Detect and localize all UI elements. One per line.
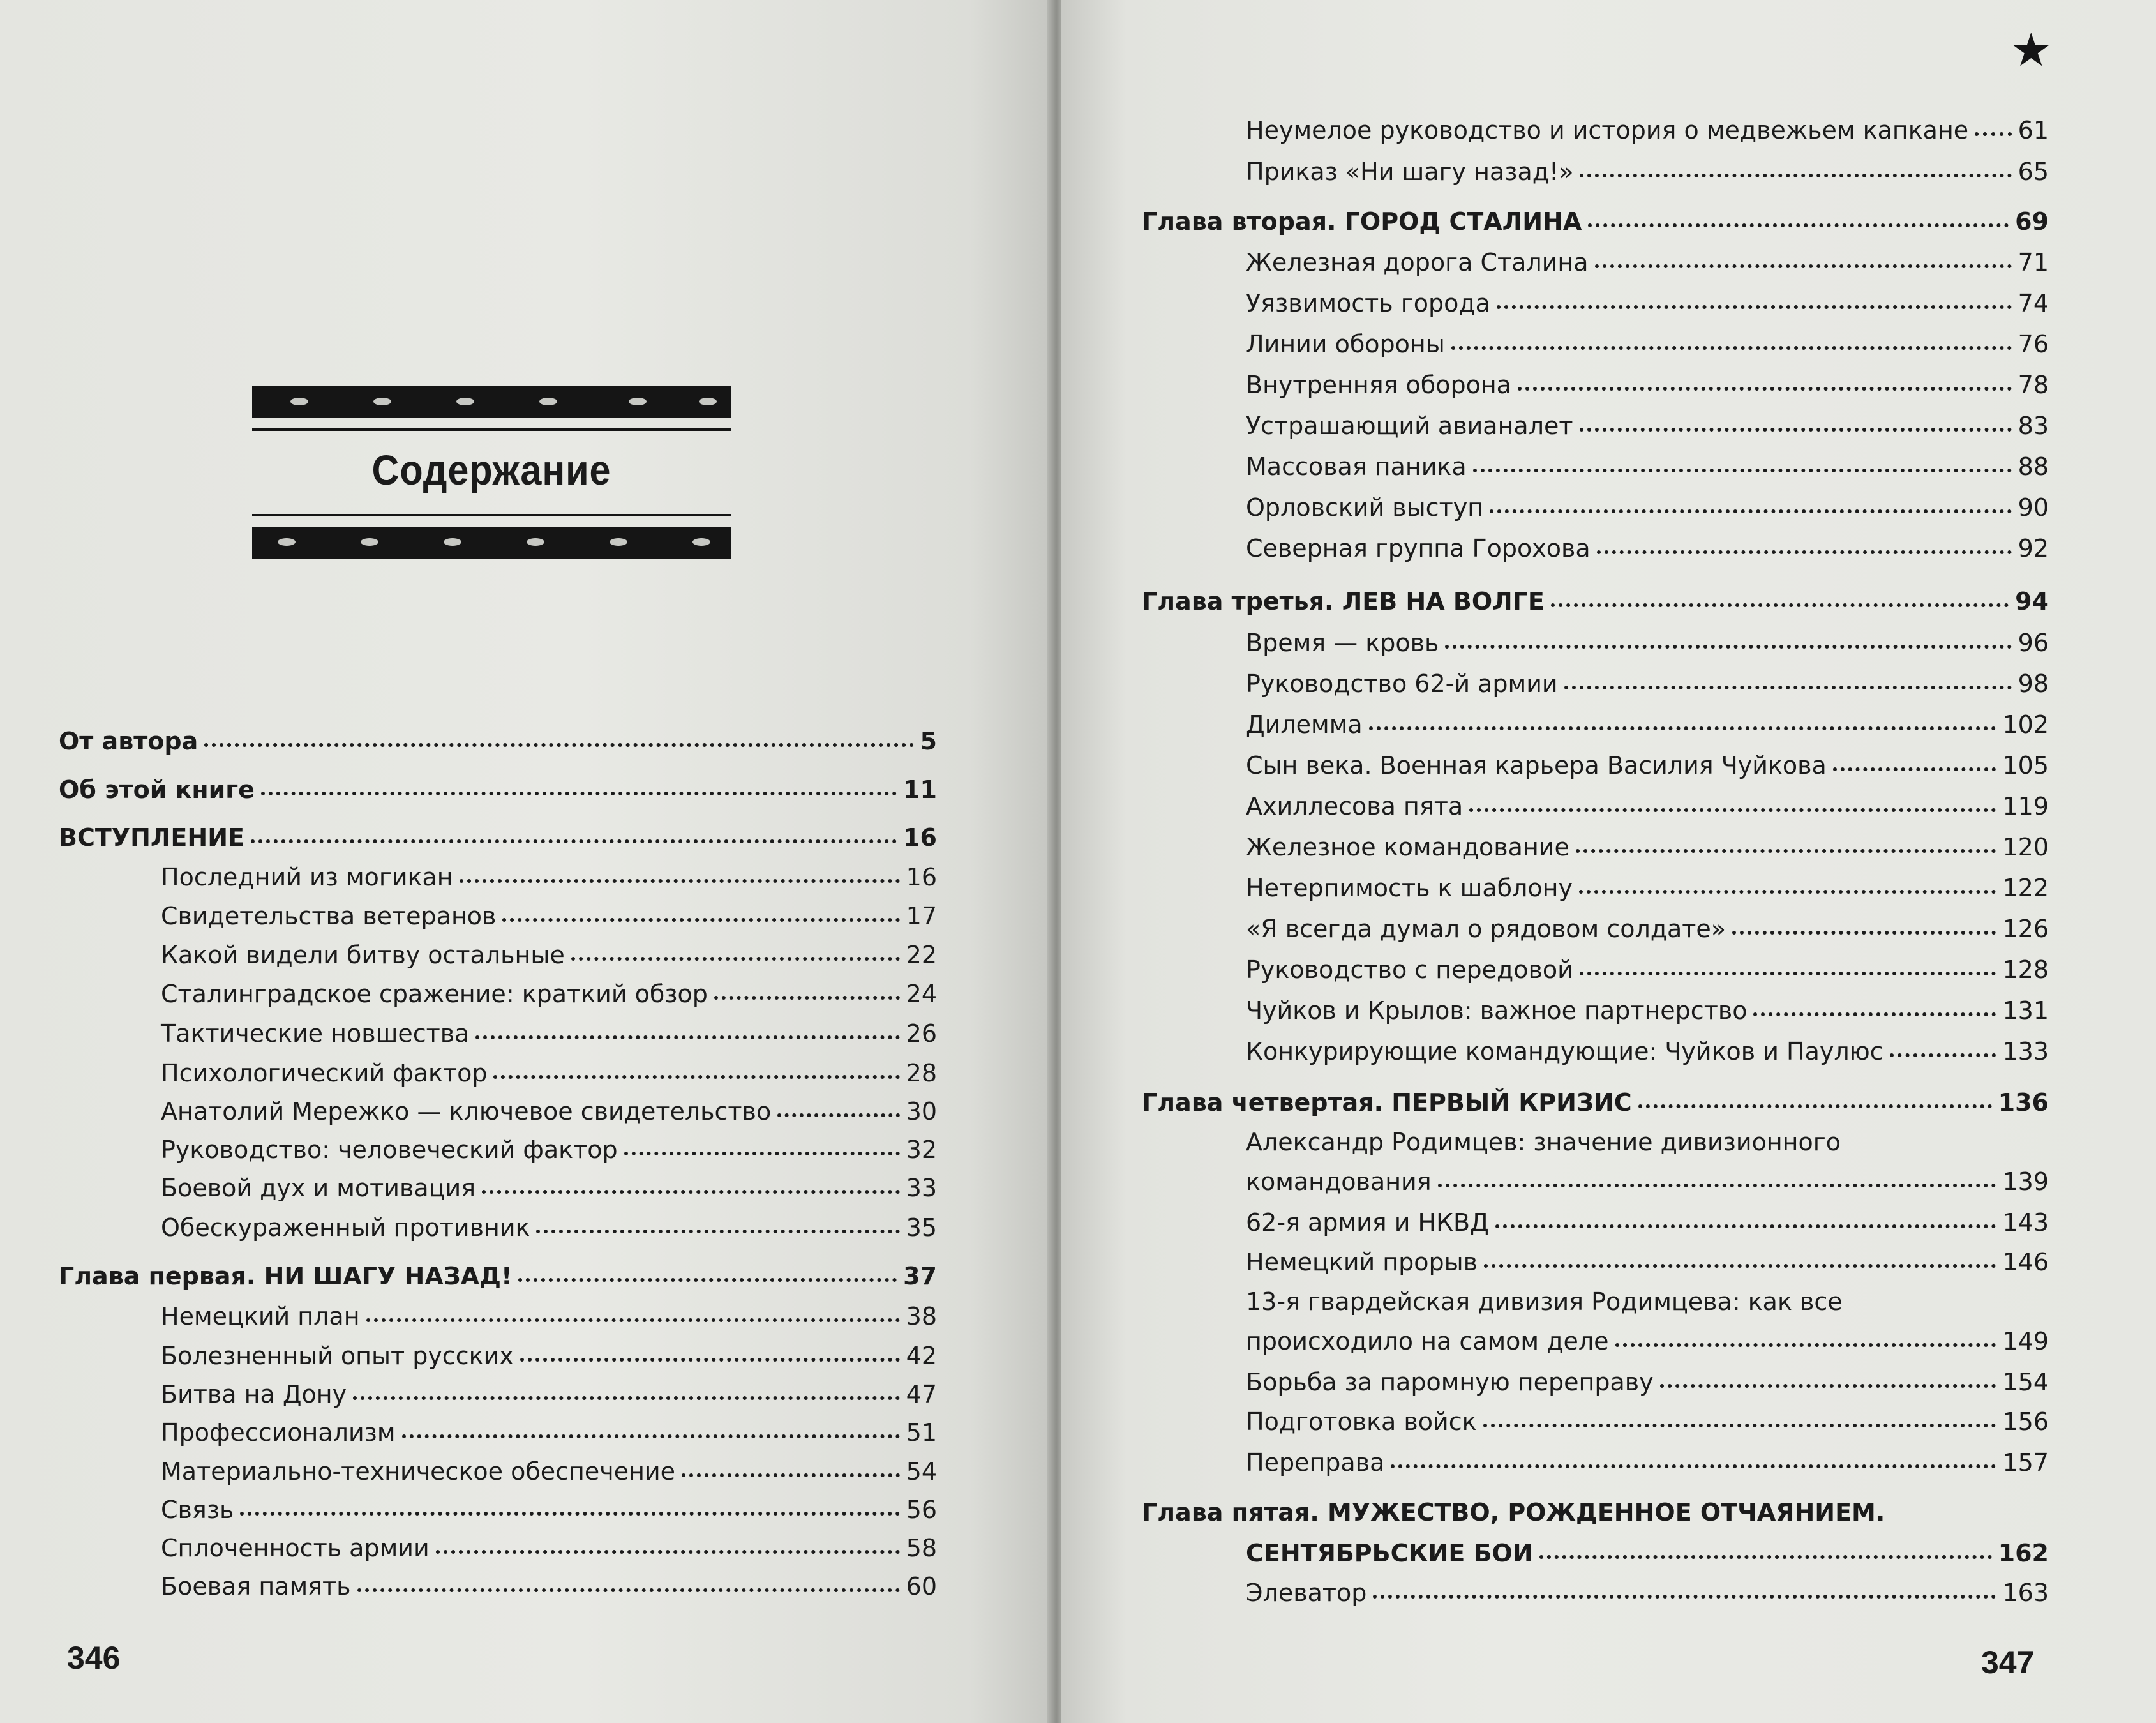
dot-leader [436, 1550, 900, 1554]
dot-leader [1497, 305, 2012, 309]
toc-page-number: 163 [2002, 1579, 2049, 1607]
toc-entry-title: Руководство с передовой [1246, 956, 1573, 984]
toc-page-number: 17 [906, 902, 937, 930]
toc-page-number: 26 [906, 1020, 937, 1048]
toc-entry-title: Профессионализм [161, 1418, 396, 1447]
toc-section-entry [1246, 1410, 2049, 1434]
toc-entry-title: Орловский выступ [1246, 493, 1484, 522]
dot-leader [1579, 890, 1996, 894]
toc-page-number: 105 [2002, 751, 2049, 779]
toc-page-number: 22 [906, 941, 937, 969]
dot-leader [1484, 1264, 1996, 1268]
toc-entry-title: Устрашающий авианалет [1246, 412, 1573, 440]
toc-entry-title: Внутренняя оборона [1246, 371, 1511, 399]
toc-page-number: 76 [2018, 330, 2049, 358]
toc-section-entry [1246, 794, 2049, 818]
toc-section-entry [1246, 1039, 2049, 1064]
toc-page-number: 154 [2002, 1368, 2049, 1396]
toc-page-number: 131 [2002, 997, 2049, 1025]
dot-leader [1615, 1343, 1996, 1347]
top-decorative-band [252, 386, 731, 418]
toc-section-entry [161, 1176, 937, 1200]
toc-page-number: 71 [2018, 248, 2049, 276]
toc-page-number: 146 [2002, 1248, 2049, 1276]
toc-page-number: 90 [2018, 493, 2049, 522]
toc-section-entry [161, 1382, 937, 1406]
toc-entry-title: Подготовка войск [1246, 1408, 1477, 1436]
toc-page-number: 28 [906, 1059, 937, 1087]
toc-entry-title: Об этой книге [59, 776, 255, 804]
toc-section-entry [1246, 631, 2049, 655]
dot-leader [1490, 509, 2012, 513]
toc-entry-title: От автора [59, 727, 198, 755]
toc-section-entry [1246, 291, 2049, 315]
toc-page-number: 94 [2015, 587, 2049, 615]
toc-entry-title: Руководство: человеческий фактор [161, 1136, 618, 1164]
toc-page-number: 56 [906, 1496, 937, 1524]
toc-entry-title: Анатолий Мережко — ключевое свидетельство [161, 1097, 772, 1125]
star-icon: ★ [2010, 23, 2052, 77]
toc-page-number: 51 [906, 1418, 937, 1447]
dot-leader [357, 1588, 900, 1592]
dot-leader [1576, 849, 1996, 853]
dot-leader [1580, 428, 2012, 432]
toc-chapter-entry [1246, 1541, 2049, 1565]
toc-chapter-entry [1142, 589, 2049, 613]
toc-section-entry [161, 1420, 937, 1445]
dot-leader [1890, 1053, 1996, 1057]
toc-title-block [252, 386, 731, 559]
toc-entry-title: Руководство 62-й армии [1246, 670, 1558, 698]
toc-section-entry [1246, 455, 2049, 479]
toc-entry-title: Массовая паника [1246, 453, 1467, 481]
toc-page-number: 30 [906, 1097, 937, 1125]
toc-section-entry [1246, 536, 2049, 561]
toc-section-entry [1246, 373, 2049, 397]
dot-leader [682, 1473, 900, 1477]
toc-section-entry [161, 1099, 937, 1124]
toc-page-number: 88 [2018, 453, 2049, 481]
toc-section-entry [1246, 672, 2049, 696]
toc-page-number: 37 [903, 1262, 937, 1290]
toc-section-entry [1246, 495, 2049, 520]
toc-entry-line: Глава пятая. МУЖЕСТВО, РОЖДЕННОЕ ОТЧАЯНИЕМ. [1142, 1498, 1885, 1526]
dot-leader [1580, 972, 1996, 975]
dot-leader [1495, 1224, 1996, 1228]
toc-section-entry [161, 982, 937, 1006]
toc-page-number: 83 [2018, 412, 2049, 440]
dot-leader [1451, 346, 2012, 350]
toc-section-entry [161, 1215, 937, 1240]
dot-leader [1588, 223, 2009, 227]
toc-page-number: 24 [906, 980, 937, 1008]
dot-leader [1732, 931, 1996, 935]
toc-chapter-entry [1142, 1090, 2049, 1115]
toc-entry-title: Приказ «Ни шагу назад!» [1246, 158, 1574, 186]
dot-leader [1438, 1184, 1996, 1187]
toc-page-number: 16 [903, 824, 937, 852]
right-page [1061, 0, 2156, 1723]
toc-chapter-entry [59, 729, 937, 753]
toc-entry-title: Неумелое руководство и история о медвежьем капкане [1246, 116, 1969, 144]
toc-section-entry [1246, 1370, 2049, 1394]
toc-section-entry [161, 1304, 937, 1328]
dot-leader [571, 957, 900, 961]
toc-page-number: 133 [2002, 1037, 2049, 1065]
toc-entry-title: Битва на Дону [161, 1380, 347, 1408]
toc-entry-title: Ахиллесова пята [1246, 792, 1464, 820]
toc-entry-title: СЕНТЯБРЬСКИЕ БОИ [1246, 1539, 1533, 1567]
dot-leader [1473, 469, 2012, 472]
toc-page-number: 38 [906, 1302, 937, 1330]
toc-page-number: 143 [2002, 1208, 2049, 1237]
toc-entry-title: «Я всегда думал о рядовом солдате» [1246, 915, 1726, 943]
toc-page-number: 98 [2018, 670, 2049, 698]
toc-section-entry [1246, 1329, 2049, 1353]
toc-entry-title: Обескураженный противник [161, 1214, 530, 1242]
toc-entry-title: Последний из могикан [161, 863, 453, 891]
toc-entry-title: Психологический фактор [161, 1059, 488, 1087]
toc-section-entry [1246, 998, 2049, 1023]
toc-entry-title: происходило на самом деле [1246, 1327, 1609, 1355]
toc-page-number: 102 [2002, 711, 2049, 739]
toc-page-number: 35 [906, 1214, 937, 1242]
toc-entry-title: Глава четвертая. ПЕРВЫЙ КРИЗИС [1142, 1088, 1632, 1117]
toc-page-number: 11 [903, 776, 937, 804]
dot-leader [502, 918, 899, 922]
dot-leader [366, 1318, 900, 1322]
toc-chapter-entry [59, 825, 937, 850]
toc-page-number: 33 [906, 1174, 937, 1202]
toc-chapter-entry [59, 1264, 937, 1288]
toc-chapter-entry [59, 778, 937, 802]
dot-leader [1975, 132, 2011, 136]
dot-leader [518, 1278, 897, 1282]
toc-entry-title: Дилемма [1246, 711, 1363, 739]
bottom-decorative-band [252, 527, 731, 559]
toc-entry-title: Свидетельства ветеранов [161, 902, 497, 930]
toc-section-entry [161, 1344, 937, 1368]
toc-entry-title: Связь [161, 1496, 234, 1524]
toc-page-number: 42 [906, 1342, 937, 1370]
toc-section-entry [161, 1138, 937, 1162]
toc-section-entry [161, 1021, 937, 1046]
dot-leader [1445, 645, 2011, 649]
dot-leader [1539, 1555, 1992, 1559]
dot-leader [204, 743, 913, 747]
toc-entry-title: Сталинградское сражение: краткий обзор [161, 980, 708, 1008]
dot-leader [1638, 1104, 1992, 1108]
dot-leader [493, 1075, 899, 1079]
dot-leader [1597, 550, 2012, 554]
dot-leader [520, 1358, 900, 1362]
dot-leader [353, 1396, 899, 1400]
dot-leader [261, 792, 897, 795]
toc-entry-title: Тактические новшества [161, 1020, 470, 1048]
dot-leader [1753, 1012, 1996, 1016]
toc-entry-title: 62-я армия и НКВД [1246, 1208, 1489, 1237]
toc-section-entry [1246, 1170, 2049, 1194]
toc-section-entry [161, 1061, 937, 1085]
toc-section-entry [1246, 1581, 2049, 1605]
dot-leader [536, 1230, 899, 1233]
toc-page-number: 128 [2002, 956, 2049, 984]
dot-leader [240, 1512, 899, 1516]
toc-entry-title: Железное командование [1246, 833, 1569, 861]
toc-entry-title: Боевая память [161, 1572, 351, 1600]
dot-leader [402, 1434, 900, 1438]
toc-section-entry [161, 865, 937, 889]
left-page [0, 0, 1053, 1723]
toc-entry-title: Переправа [1246, 1448, 1385, 1477]
toc-page-number: 126 [2002, 915, 2049, 943]
toc-entry-title: Чуйков и Крылов: важное партнерство [1246, 997, 1748, 1025]
toc-page-number: 139 [2002, 1168, 2049, 1196]
dot-leader [777, 1113, 899, 1117]
toc-entry-title: Глава вторая. ГОРОД СТАЛИНА [1142, 207, 1582, 236]
dot-leader [251, 839, 897, 843]
toc-entry-title: Борьба за паромную переправу [1246, 1368, 1654, 1396]
dot-leader [1391, 1464, 1996, 1468]
toc-entry-title: Сплоченность армии [161, 1534, 430, 1562]
toc-entry-line: Александр Родимцев: значение дивизионного [1246, 1128, 1841, 1156]
dot-leader [1551, 603, 2009, 607]
dot-leader [1564, 686, 2012, 689]
toc-section-entry [161, 943, 937, 967]
toc-section-entry [161, 1574, 937, 1599]
toc-entry-title: Немецкий план [161, 1302, 360, 1330]
toc-entry-title: Болезненный опыт русских [161, 1342, 514, 1370]
dot-leader [1595, 264, 2012, 268]
toc-entry-title: Элеватор [1246, 1579, 1367, 1607]
toc-section-entry [1246, 332, 2049, 356]
dot-leader [482, 1190, 900, 1194]
toc-entry-title: Глава третья. ЛЕВ НА ВОЛГЕ [1142, 587, 1545, 615]
dot-leader [1660, 1384, 1996, 1388]
toc-page-number: 122 [2002, 874, 2049, 902]
dot-leader [1580, 174, 2011, 177]
dot-leader [1373, 1595, 1996, 1599]
toc-section-entry [1246, 250, 2049, 275]
dot-leader [475, 1035, 899, 1039]
toc-page-number: 74 [2018, 289, 2049, 317]
dot-leader [1369, 726, 1996, 730]
toc-entry-title: Боевой дух и мотивация [161, 1174, 476, 1202]
toc-entry-title: Глава первая. НИ ШАГУ НАЗАД! [59, 1262, 513, 1290]
toc-page-number: 61 [2018, 116, 2049, 144]
toc-page-number: 16 [906, 863, 937, 891]
toc-page-number: 47 [906, 1380, 937, 1408]
toc-page-number: 54 [906, 1457, 937, 1486]
toc-page-number: 120 [2002, 833, 2049, 861]
toc-entry-title: Линии обороны [1246, 330, 1445, 358]
page-number-left: 346 [67, 1640, 121, 1676]
toc-entry-title: командования [1246, 1168, 1432, 1196]
page-number-right: 347 [1981, 1644, 2035, 1680]
toc-page-number: 156 [2002, 1408, 2049, 1436]
toc-section-entry [1246, 835, 2049, 859]
toc-entry-title: Немецкий прорыв [1246, 1248, 1478, 1276]
toc-page-number: 78 [2018, 371, 2049, 399]
toc-section-entry [1246, 876, 2049, 900]
dot-leader [1483, 1424, 1996, 1427]
toc-entry-title: Материально-техническое обеспечение [161, 1457, 676, 1486]
toc-page-number: 5 [920, 727, 937, 755]
toc-chapter-entry [1142, 209, 2049, 234]
dot-leader [1469, 808, 1996, 812]
toc-page-number: 162 [1998, 1539, 2049, 1567]
toc-entry-title: Время — кровь [1246, 629, 1439, 657]
toc-page-number: 65 [2018, 158, 2049, 186]
dot-leader [624, 1152, 900, 1155]
toc-entry-title: Какой видели битву остальные [161, 941, 565, 969]
page-title: Содержание [371, 446, 611, 493]
toc-entry-title: Железная дорога Сталина [1246, 248, 1589, 276]
toc-section-entry [161, 1459, 937, 1484]
dot-leader [1833, 767, 1996, 771]
toc-section-entry [1246, 414, 2049, 438]
toc-section-entry [161, 1536, 937, 1560]
toc-section-entry [1246, 1210, 2049, 1235]
toc-section-entry [161, 1498, 937, 1522]
toc-section-entry [161, 904, 937, 928]
toc-page-number: 157 [2002, 1448, 2049, 1477]
toc-section-entry [1246, 753, 2049, 778]
toc-section-entry [1246, 160, 2049, 184]
dot-leader [460, 879, 900, 883]
toc-page-number: 149 [2002, 1327, 2049, 1355]
toc-page-number: 96 [2018, 629, 2049, 657]
toc-section-entry [1246, 917, 2049, 941]
toc-section-entry [1246, 1450, 2049, 1475]
toc-entry-title: ВСТУПЛЕНИЕ [59, 824, 244, 852]
toc-section-entry [1246, 1250, 2049, 1274]
dot-leader [714, 996, 900, 1000]
toc-section-entry [1246, 712, 2049, 737]
toc-page-number: 60 [906, 1572, 937, 1600]
toc-page-number: 119 [2002, 792, 2049, 820]
toc-section-entry [1246, 958, 2049, 982]
toc-page-number: 32 [906, 1136, 937, 1164]
toc-entry-title: Северная группа Горохова [1246, 534, 1591, 562]
toc-entry-line: 13-я гвардейская дивизия Родимцева: как все [1246, 1288, 1843, 1316]
dot-leader [1518, 387, 2012, 391]
toc-entry-title: Нетерпимость к шаблону [1246, 874, 1573, 902]
toc-section-entry [1246, 118, 2049, 142]
toc-page-number: 92 [2018, 534, 2049, 562]
toc-page-number: 136 [1998, 1088, 2049, 1117]
toc-page-number: 69 [2015, 207, 2049, 236]
toc-entry-title: Сын века. Военная карьера Василия Чуйкова [1246, 751, 1827, 779]
toc-entry-title: Конкурирующие командующие: Чуйков и Паулюс [1246, 1037, 1883, 1065]
toc-page-number: 58 [906, 1534, 937, 1562]
toc-entry-title: Уязвимость города [1246, 289, 1490, 317]
